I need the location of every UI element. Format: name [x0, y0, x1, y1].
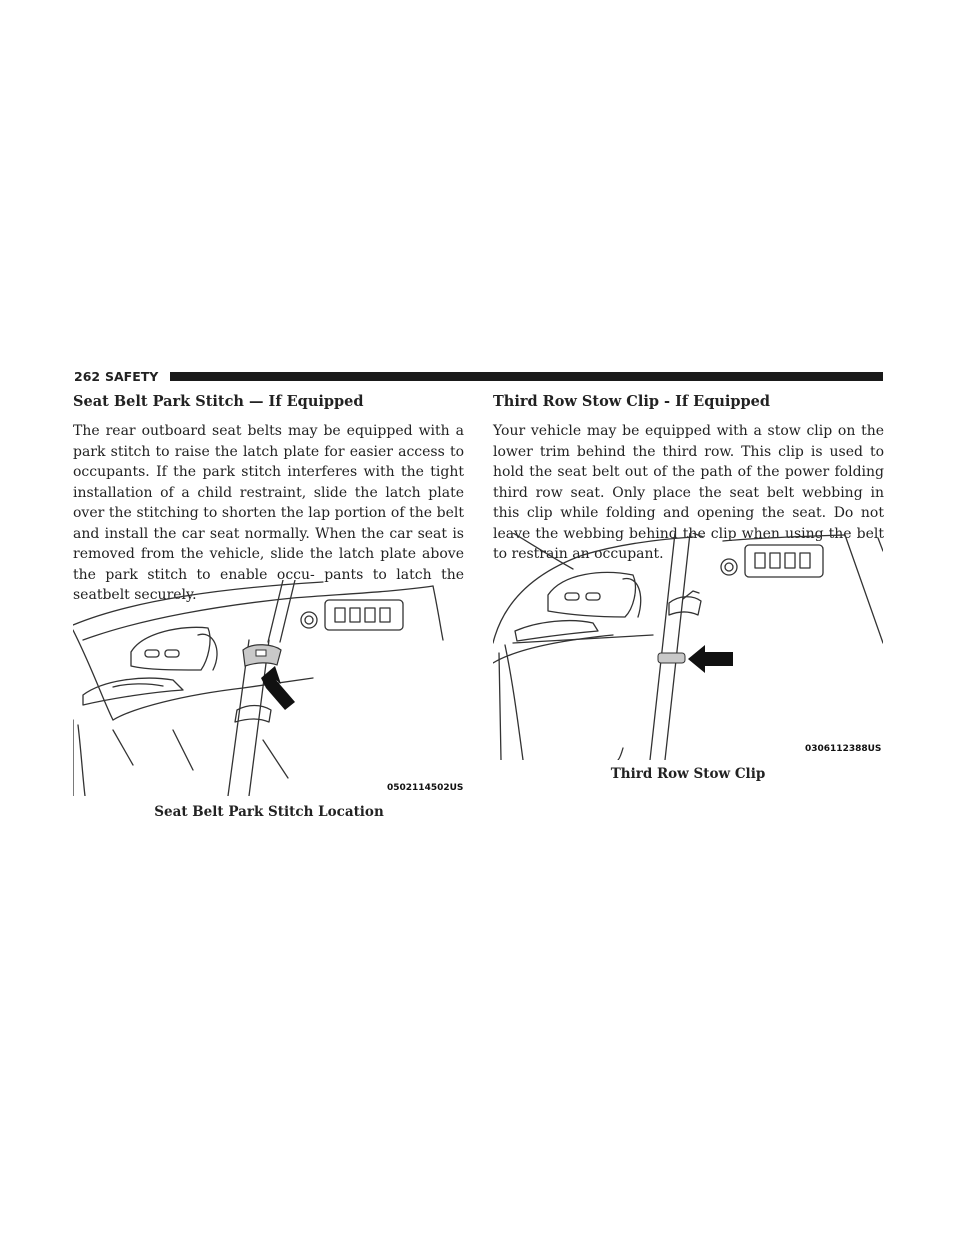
page-header — [73, 369, 883, 385]
park-stitch-heading: Seat Belt Park Stitch — If Equipped — [73, 393, 364, 410]
park-stitch-figure-id: 0502114502US — [387, 783, 464, 793]
park-stitch-drawing — [73, 580, 471, 796]
stow-clip-heading: Third Row Stow Clip - If Equipped — [493, 393, 771, 410]
left-column — [73, 393, 464, 606]
stow-clip-figure-id: 0306112388US — [805, 744, 882, 754]
park-stitch-illustration — [73, 580, 471, 796]
park-stitch-caption: Seat Belt Park Stitch Location — [154, 804, 384, 820]
header-rule — [170, 372, 883, 381]
stow-clip-caption: Third Row Stow Clip — [610, 766, 766, 782]
page-number: 262 — [74, 369, 101, 384]
stow-clip-body: Your vehicle may be equipped with a stow clip on the lower trim behind the third row. This clip is used to hold the seat belt out of the path of the power folding third row seat. Only place the seat belt webbing in this clip while folding and opening the seat. Do not leave the webbing behind the clip when using the belt to restrain an occupant. — [493, 423, 884, 562]
stow-clip-illustration — [493, 533, 883, 760]
section-title: SAFETY — [105, 369, 159, 384]
stow-clip-drawing — [493, 533, 883, 760]
park-stitch-body: The rear outboard seat belts may be equipped with a park stitch to raise the latch plate for easier access to occupants. If the park stitch interferes with the tight installation of a child restraint, slide the latch plate over the stitching to shorten the lap portion of the belt and install the car seat normally. When the car seat is removed from the vehicle, slide the latch plate above the park stitch to enable occu- pants to latch the seatbelt securely. — [73, 423, 464, 603]
